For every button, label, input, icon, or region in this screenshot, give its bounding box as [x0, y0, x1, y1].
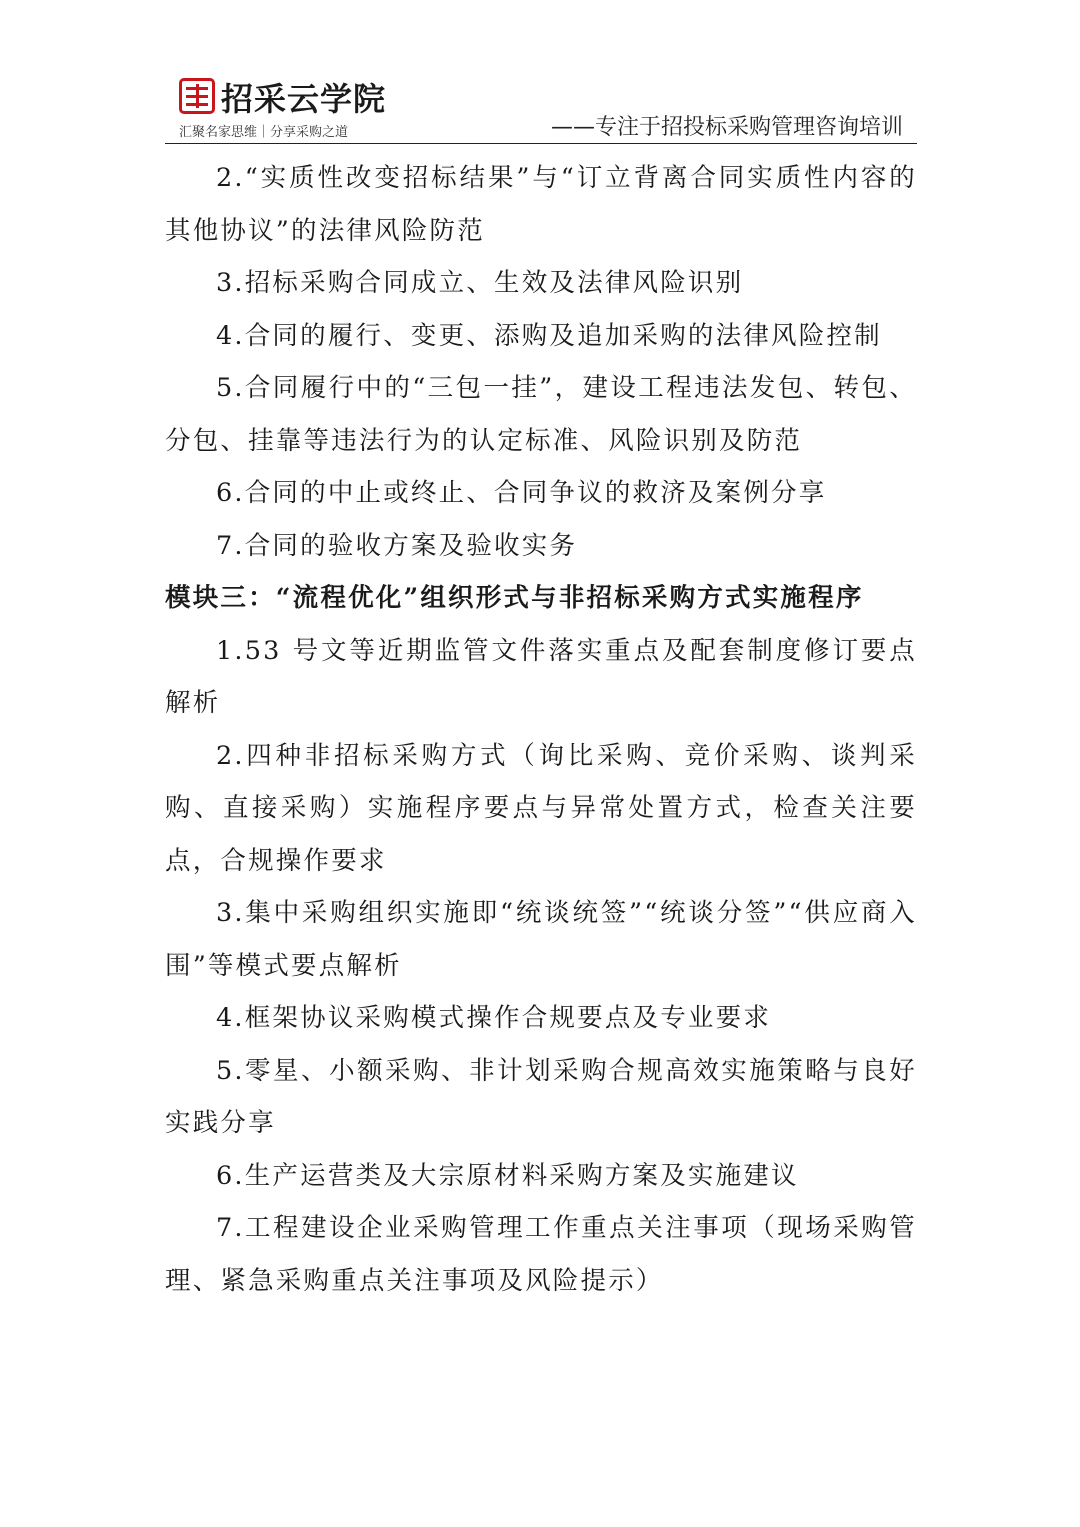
- section-heading: 模块三：“流程优化”组织形式与非招标采购方式实施程序: [165, 583, 864, 613]
- list-item: 3.招标采购合同成立、生效及法律风险识别: [216, 268, 744, 298]
- list-item: 7.工程建设企业采购管理工作重点关注事项（现场采购管理、紧急采购重点关注事项及风险提示）: [165, 1213, 917, 1296]
- header-divider: [165, 143, 917, 144]
- list-item: 7.合同的验收方案及验收实务: [216, 530, 578, 561]
- page-header: [165, 70, 917, 144]
- list-item: 3.集中采购组织实施即“统谈统签”“统谈分签”“供应商入围”等模式要点解析: [165, 898, 917, 981]
- logo-icon: [179, 78, 215, 114]
- logo-slogan: 汇聚名家思维｜分享采购之道: [179, 125, 349, 140]
- list-item: 6.合同的中止或终止、合同争议的救济及案例分享: [216, 478, 827, 508]
- list-item: 5.零星、小额采购、非计划采购合规高效实施策略与良好实践分享: [165, 1055, 917, 1138]
- list-item: 2.四种非招标采购方式（询比采购、竞价采购、谈判采购、直接采购）实施程序要点与异常处置方式，检查关注要点，合规操作要求: [165, 740, 917, 876]
- list-item: 6.生产运营类及大宗原材料采购方案及实施建议: [216, 1160, 799, 1191]
- list-item: 2.“实质性改变招标结果”与“订立背离合同实质性内容的其他协议”的法律风险防范: [165, 163, 917, 246]
- logo-name: 招采云学院: [221, 80, 387, 118]
- header-tagline: ——专注于招投标采购管理咨询培训: [550, 115, 903, 140]
- list-item: 5.合同履行中的“三包一挂”，建设工程违法发包、转包、分包、挂靠等违法行为的认定标准、风险识别及防范: [165, 373, 917, 456]
- list-item: 4.合同的履行、变更、添购及追加采购的法律风险控制: [216, 320, 882, 351]
- document-body: [165, 152, 917, 1307]
- list-item: 1.53 号文等近期监管文件落实重点及配套制度修订要点解析: [165, 635, 917, 718]
- list-item: 4.框架协议采购模式操作合规要点及专业要求: [216, 1003, 772, 1033]
